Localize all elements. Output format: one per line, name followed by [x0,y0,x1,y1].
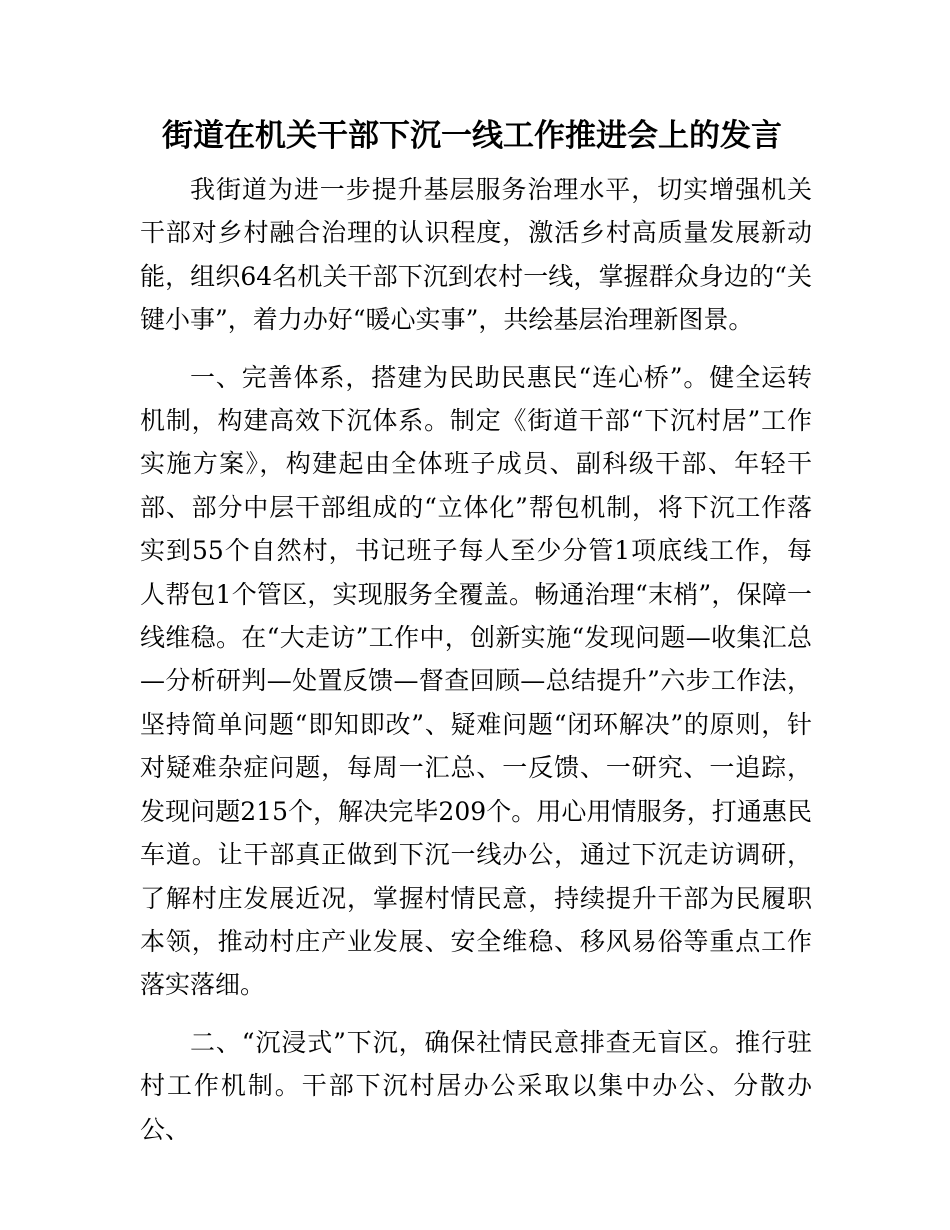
paragraph-section-one: 一、完善体系，搭建为民助民惠民“连心桥”。健全运转机制，构建高效下沉体系。制定《街道干部“下沉村居”工作实施方案》，构建起由全体班子成员、副科级干部、年轻干部、部分中层干部组成的“立体化”帮包机制，将下沉工作落实到55个自然村，书记班子每人至少分管1项底线工作，每人帮包1个管区，实现服务全覆盖。畅通治理“末梢”，保障一线维稳。在“大走访”工作中，创新实施“发现问题—收集汇总—分析研判—处置反馈—督查回顾—总结提升”六步工作法，坚持简单问题“即知即改”、疑难问题“闭环解决”的原则，针对疑难杂症问题，每周一汇总、一反馈、一研究、一追踪，发现问题215个，解决完毕209个。用心用情服务，打通惠民车道。让干部真正做到下沉一线办公，通过下沉走访调研，了解村庄发展近况，掌握村情民意，持续提升干部为民履职本领，推动村庄产业发展、安全维稳、移风易俗等重点工作落实落细。 [140,362,812,1000]
document-title: 街道在机关干部下沉一线工作推进会上的发言 [162,118,782,154]
paragraph-section-two: 二、“沉浸式”下沉，确保社情民意排查无盲区。推行驻村工作机制。干部下沉村居办公采取以集中办公、分散办公、 [140,1027,812,1144]
document-page [140,108,812,1165]
paragraph-intro: 我街道为进一步提升基层服务治理水平，切实增强机关干部对乡村融合治理的认识程度，激活乡村高质量发展新动能，组织64名机关干部下沉到农村一线，掌握群众身边的“关键小事”，着力办好“暖心实事”，共绘基层治理新图景。 [140,175,812,335]
